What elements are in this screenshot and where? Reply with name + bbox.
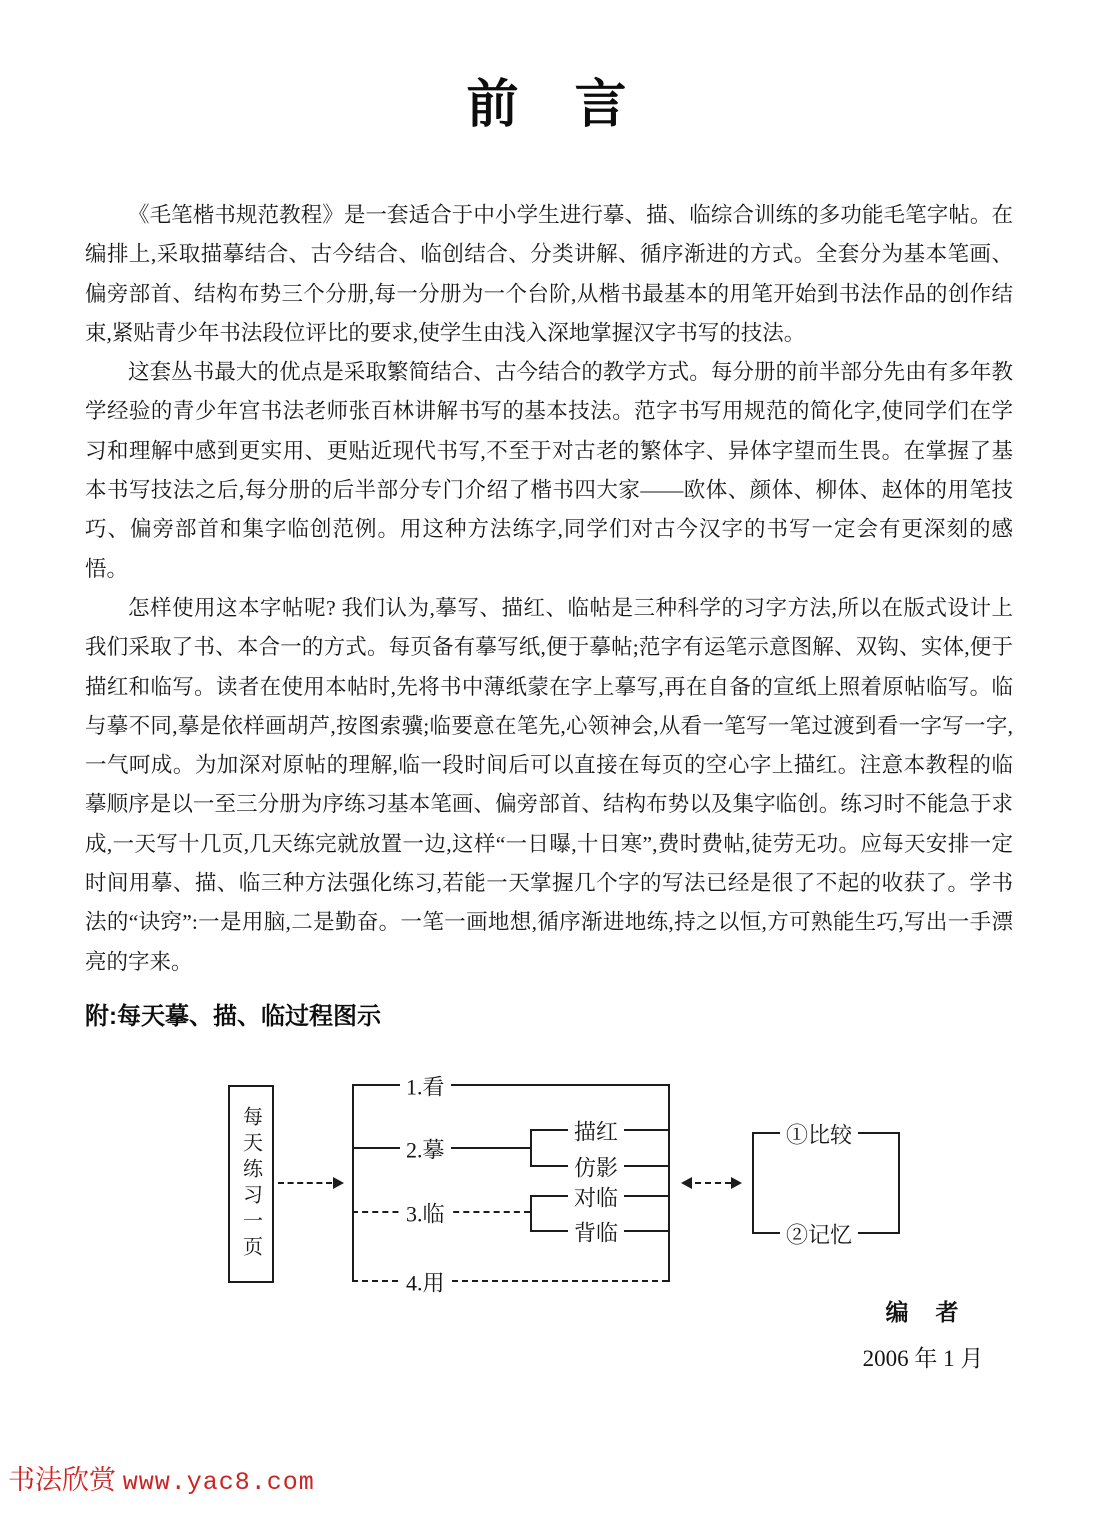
arrowhead-right-icon	[333, 1177, 344, 1189]
preface-body	[85, 196, 1013, 982]
process-diagram	[0, 1075, 1095, 1310]
paragraph-3: 怎样使用这本字帖呢? 我们认为,摹写、描红、临帖是三种科学的习字方法,所以在版式设计上我们采取了书、本合一的方式。每页备有摹写纸,便于摹帖;范字有运笔示意图解、双钩、实体,便于描红和临写。读者在使用本帖时,先将书中薄纸蒙在字上摹写,再在自备的宣纸上照着原帖临写。临与摹不同,摹是依样画胡芦,按图索骥;临要意在笔先,心领神会,从看一笔写一笔过渡到看一字写一字,一气呵成。为加深对原帖的理解,临一段时间后可以直接在每页的空心字上描红。注意本教程的临摹顺序是以一至三分册为序练习基本笔画、偏旁部首、结构布势以及集字临创。练习时不能急于求成,一天写十几页,几天练完就放置一边,这样“一日曝,十日寒”,费时费帖,徒劳无功。应每天安排一定时间用摹、描、临三种方法强化练习,若能一天掌握几个字的写法已经是很了不起的收获了。学书法的“诀窍”:一是用脑,二是勤奋。一笔一画地想,循序渐进地练,持之以恒,方可熟能生巧,写出一手漂亮的字来。	[85, 595, 1014, 974]
author-label: 编 者	[885, 1300, 961, 1325]
outcome-compare-label: ①比较	[780, 1119, 858, 1150]
watermark-site-name: 书法欣赏	[8, 1465, 116, 1495]
method-miaohong-label: 描红	[568, 1116, 624, 1147]
method-duilin-label: 对临	[568, 1182, 624, 1213]
arrow-line-box-to-steps	[278, 1182, 332, 1184]
outcomes-right-line	[898, 1132, 900, 1234]
date-label: 2006 年 1 月	[862, 1346, 984, 1371]
copy-sub-bracket-line	[530, 1195, 532, 1232]
collector-line	[668, 1084, 670, 1282]
signature-block	[833, 1294, 1013, 1373]
daily-practice-box	[228, 1085, 274, 1283]
arrowhead-left-icon	[681, 1177, 692, 1189]
step-use-label: 4.用	[400, 1267, 451, 1298]
trace-sub-bracket-line	[530, 1129, 532, 1166]
double-arrow-line	[695, 1182, 731, 1184]
step-trace-label: 2.摹	[400, 1134, 451, 1165]
step-copy-label: 3.临	[400, 1198, 451, 1229]
attachment-heading: 附:每天摹、描、临过程图示	[85, 1003, 381, 1030]
watermark-url: www.yac8.com	[122, 1468, 315, 1497]
paragraph-1: 《毛笔楷书规范教程》是一套适合于中小学生进行摹、描、临综合训练的多功能毛笔字帖。在编排上,采取描摹结合、古今结合、临创结合、分类讲解、循序渐进的方式。全套分为基本笔画、偏旁部首、结构布势三个分册,每一分册为一个台阶,从楷书最基本的用笔开始到书法作品的创作结束,紧贴青少年书法段位评比的要求,使学生由浅入深地掌握汉字书写的技法。	[85, 203, 1013, 345]
daily-practice-label: 每天练习一页	[239, 1106, 262, 1262]
outcomes-left-line	[752, 1132, 754, 1234]
method-beilin-label: 背临	[568, 1217, 624, 1248]
page-title: 前 言	[466, 76, 629, 134]
method-fangying-label: 仿影	[568, 1152, 624, 1183]
watermark	[8, 1458, 315, 1497]
paragraph-2: 这套丛书最大的优点是采取繁简结合、古今结合的教学方式。每分册的前半部分先由有多年教学经验的青少年宫书法老师张百林讲解书写的基本技法。范字书写用规范的简化字,使同学们在学习和理解中感到更实用、更贴近现代书写,不至于对古老的繁体字、异体字望而生畏。在掌握了基本书写技法之后,每分册的后半部分专门介绍了楷书四大家——欧体、颜体、柳体、赵体的用笔技巧、偏旁部首和集字临创范例。用这种方法练字,同学们对古今汉字的书写一定会有更深刻的感悟。	[85, 360, 1013, 581]
step-look-label: 1.看	[400, 1071, 451, 1102]
arrowhead-right2-icon	[731, 1177, 742, 1189]
steps-bracket-line	[352, 1084, 354, 1282]
outcome-memory-label: ②记忆	[780, 1219, 858, 1250]
